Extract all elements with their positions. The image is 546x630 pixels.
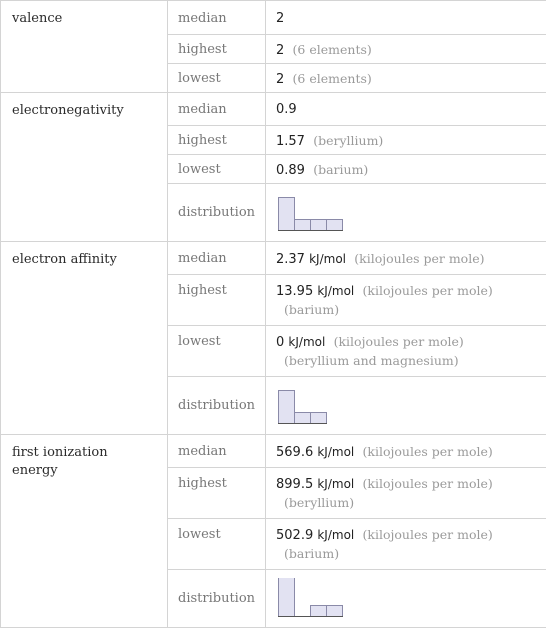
stat-value bbox=[266, 64, 546, 93]
stat-label: highest bbox=[168, 35, 266, 64]
table-row bbox=[1, 93, 546, 126]
stat-label: distribution bbox=[168, 570, 266, 628]
value-number: 0.9 bbox=[276, 102, 297, 117]
distribution-cell bbox=[266, 570, 546, 628]
value-note: (6 elements) bbox=[292, 71, 372, 86]
value-note: (kilojoules per mole) bbox=[362, 283, 493, 298]
distribution-histogram bbox=[276, 192, 356, 234]
value-note: (barium) bbox=[313, 162, 369, 177]
stat-label: lowest bbox=[168, 155, 266, 184]
value-note: (kilojoules per mole) bbox=[362, 527, 493, 542]
property-name: electronegativity bbox=[1, 93, 168, 242]
histogram-bar bbox=[311, 412, 327, 423]
value-number: 2 bbox=[276, 72, 285, 87]
stat-label: median bbox=[168, 435, 266, 468]
value-note: (kilojoules per mole) bbox=[362, 476, 493, 491]
table-row bbox=[1, 1, 546, 35]
value-unit: kJ/mol bbox=[317, 445, 355, 459]
stat-label: highest bbox=[168, 275, 266, 326]
distribution-cell bbox=[266, 377, 546, 435]
histogram-bar bbox=[279, 390, 295, 423]
table-row bbox=[1, 435, 546, 468]
value-unit: kJ/mol bbox=[317, 528, 355, 542]
stat-label: lowest bbox=[168, 519, 266, 570]
histogram-bar bbox=[295, 412, 311, 423]
stat-label: median bbox=[168, 1, 266, 35]
stat-value bbox=[266, 519, 546, 570]
property-name: first ionization energy bbox=[1, 435, 168, 628]
histogram-bar bbox=[311, 605, 327, 616]
stat-value bbox=[266, 435, 546, 468]
stat-label: highest bbox=[168, 126, 266, 155]
value-note: (barium) bbox=[284, 302, 340, 317]
stat-value bbox=[266, 93, 546, 126]
stat-label: lowest bbox=[168, 64, 266, 93]
distribution-histogram bbox=[276, 385, 356, 427]
value-number: 2.37 bbox=[276, 252, 305, 267]
value-number: 569.6 bbox=[276, 445, 314, 460]
value-note: (kilojoules per mole) bbox=[333, 334, 464, 349]
histogram-bar bbox=[295, 219, 311, 230]
histogram-bar bbox=[311, 219, 327, 230]
stat-label: distribution bbox=[168, 377, 266, 435]
stat-label: median bbox=[168, 242, 266, 275]
value-number: 899.5 bbox=[276, 477, 314, 492]
value-unit: kJ/mol bbox=[288, 335, 326, 349]
value-note: (6 elements) bbox=[292, 42, 372, 57]
value-note: (beryllium) bbox=[313, 133, 384, 148]
value-unit: kJ/mol bbox=[317, 284, 355, 298]
stat-value bbox=[266, 275, 546, 326]
stat-value bbox=[266, 126, 546, 155]
value-unit: kJ/mol bbox=[309, 252, 346, 266]
value-number: 502.9 bbox=[276, 528, 314, 543]
histogram-bar bbox=[279, 578, 295, 617]
stat-value bbox=[266, 326, 546, 377]
stat-value bbox=[266, 1, 546, 35]
distribution-histogram bbox=[276, 578, 356, 620]
distribution-cell bbox=[266, 184, 546, 242]
value-note: (beryllium and magnesium) bbox=[284, 353, 459, 368]
value-note: (barium) bbox=[284, 546, 340, 561]
value-number: 2 bbox=[276, 43, 285, 58]
stat-value bbox=[266, 242, 546, 275]
property-name: electron affinity bbox=[1, 242, 168, 435]
histogram-bar bbox=[327, 605, 343, 616]
value-number: 0.89 bbox=[276, 163, 305, 178]
value-number: 13.95 bbox=[276, 284, 314, 299]
histogram-bar bbox=[327, 219, 343, 230]
property-name: valence bbox=[1, 1, 168, 93]
value-unit: kJ/mol bbox=[317, 477, 355, 491]
stat-label: median bbox=[168, 93, 266, 126]
value-note: (kilojoules per mole) bbox=[354, 251, 485, 266]
stat-label: lowest bbox=[168, 326, 266, 377]
stat-label: distribution bbox=[168, 184, 266, 242]
value-note: (beryllium) bbox=[284, 495, 355, 510]
histogram-bar bbox=[279, 197, 295, 230]
stat-value bbox=[266, 155, 546, 184]
value-number: 0 bbox=[276, 335, 285, 350]
table-row bbox=[1, 242, 546, 275]
stat-value bbox=[266, 35, 546, 64]
stat-label: highest bbox=[168, 468, 266, 519]
value-number: 1.57 bbox=[276, 134, 305, 149]
value-note: (kilojoules per mole) bbox=[362, 444, 493, 459]
value-number: 2 bbox=[276, 11, 285, 26]
stat-value bbox=[266, 468, 546, 519]
